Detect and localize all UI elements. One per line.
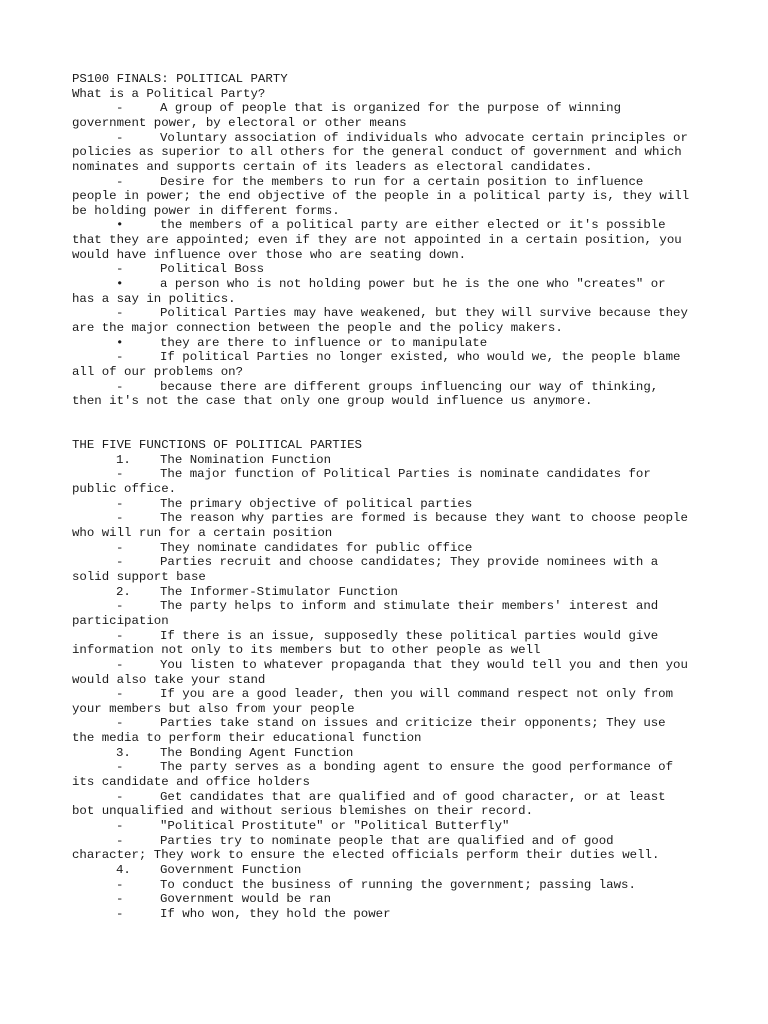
list-item [72, 101, 712, 130]
list-item-continuation: bot unqualified and without serious blemishes on their record. [72, 804, 534, 819]
list-item-text: If there is an issue, supposedly these political parties would give [160, 628, 659, 643]
document-title: PS100 FINALS: POLITICAL PARTY [72, 72, 288, 86]
list-item-continuation: would also take your stand [72, 672, 266, 687]
list-item [72, 497, 712, 512]
list-item-text: Parties recruit and choose candidates; They provide nominees with a [160, 555, 659, 570]
list-marker: • [116, 335, 124, 350]
list-item-continuation: who will run for a certain position [72, 526, 333, 541]
list-marker: - [116, 716, 124, 731]
political-party-definitions [72, 101, 712, 409]
list-marker: - [116, 892, 124, 907]
document-page [72, 72, 712, 922]
list-marker: - [116, 877, 124, 892]
list-marker: - [116, 599, 124, 614]
list-item [72, 658, 712, 687]
list-item-continuation: has a say in politics. [72, 291, 236, 306]
list-item-text: Parties try to nominate people that are qualified and of good [160, 833, 614, 848]
five-functions-list [72, 453, 712, 922]
list-marker: - [116, 467, 124, 482]
list-item-text: The primary objective of political parties [160, 496, 473, 511]
list-marker: - [116, 819, 124, 834]
list-item [72, 541, 712, 556]
list-item [72, 511, 712, 540]
list-item-text: Government Function [160, 862, 302, 877]
list-item [72, 350, 712, 379]
list-item-continuation: character; They work to ensure the elected officials perform their duties well. [72, 848, 660, 863]
list-item-text: "Political Prostitute" or "Political Butterfly" [160, 819, 510, 834]
list-marker: - [116, 555, 124, 570]
list-marker: - [116, 833, 124, 848]
list-item [72, 262, 712, 277]
list-item-text: If you are a good leader, then you will command respect not only from [160, 687, 674, 702]
list-marker: - [116, 760, 124, 775]
list-marker: - [116, 174, 124, 189]
list-item-text: The Bonding Agent Function [160, 745, 354, 760]
list-item-text: A group of people that is organized for the purpose of winning [160, 101, 622, 116]
list-item-continuation: all of our problems on? [72, 364, 244, 379]
list-item-text: Political Parties may have weakened, but they will survive because they [160, 306, 688, 321]
list-marker: - [116, 906, 124, 921]
list-item-text: They nominate candidates for public office [160, 540, 473, 555]
list-item-text: Political Boss [160, 262, 265, 277]
list-item [72, 380, 712, 409]
list-item [72, 306, 712, 335]
list-item-text: The reason why parties are formed is because they want to choose people [160, 511, 688, 526]
list-item [72, 599, 712, 628]
list-item [72, 907, 712, 922]
list-item-text: Desire for the members to run for a certain position to influence [160, 174, 644, 189]
list-item-text: You listen to whatever propaganda that they would tell you and then you [160, 657, 688, 672]
list-marker: - [116, 540, 124, 555]
list-item-text: The Nomination Function [160, 452, 332, 467]
list-marker: - [116, 496, 124, 511]
list-item-text: The party serves as a bonding agent to ensure the good performance of [160, 760, 674, 775]
list-marker: - [116, 130, 124, 145]
list-item [72, 687, 712, 716]
list-item-text: a person who is not holding power but he is the one who "creates" or [160, 277, 666, 292]
list-item [72, 746, 712, 761]
list-item-continuation: participation [72, 613, 169, 628]
list-marker: - [116, 511, 124, 526]
list-item [72, 892, 712, 907]
list-marker: - [116, 262, 124, 277]
list-item [72, 585, 712, 600]
list-item-continuation: your members but also from your people [72, 701, 355, 716]
list-item-continuation: that they are appointed; even if they are not appointed in a certain position, you would have influence over those who are seating down. [72, 233, 682, 262]
list-item-text: If who won, they hold the power [160, 906, 391, 921]
list-item [72, 834, 712, 863]
list-marker: 4. [116, 862, 131, 877]
list-marker: 1. [116, 452, 131, 467]
list-marker: 2. [116, 584, 131, 599]
list-item-text: To conduct the business of running the government; passing laws. [160, 877, 636, 892]
list-item-continuation: solid support base [72, 570, 206, 584]
list-item [72, 760, 712, 789]
list-item-continuation: then it's not the case that only one group would influence us anymore. [72, 394, 593, 409]
list-item [72, 629, 712, 658]
list-item-text: Get candidates that are qualified and of good character, or at least [160, 789, 666, 804]
list-item-text: The Informer-Stimulator Function [160, 584, 398, 599]
list-item-continuation: policies as superior to all others for the general conduct of government and which nominates and supports certain of its leaders as electoral candidates. [72, 145, 682, 174]
list-marker: 3. [116, 745, 131, 760]
list-marker: • [116, 218, 124, 233]
list-item-continuation: public office. [72, 482, 177, 497]
list-item [72, 555, 712, 584]
list-item [72, 175, 712, 219]
list-marker: - [116, 628, 124, 643]
list-item-text: Parties take stand on issues and criticize their opponents; They use [160, 716, 666, 731]
list-item-text: If political Parties no longer existed, who would we, the people blame [160, 350, 681, 365]
list-item [72, 863, 712, 878]
list-marker: • [116, 277, 124, 292]
list-item [72, 131, 712, 175]
list-item-continuation: are the major connection between the people and the policy makers. [72, 321, 563, 336]
list-marker: - [116, 350, 124, 365]
list-item-text: the members of a political party are either elected or it's possible [160, 218, 666, 233]
section-question: What is a Political Party? [72, 86, 266, 101]
list-item-continuation: the media to perform their educational function [72, 731, 422, 746]
list-item-text: The major function of Political Parties is nominate candidates for [160, 467, 651, 482]
list-item [72, 467, 712, 496]
list-item [72, 453, 712, 468]
list-marker: - [116, 657, 124, 672]
section-spacer [72, 409, 712, 438]
list-item-text: Voluntary association of individuals who advocate certain principles or [160, 130, 688, 145]
list-marker: - [116, 101, 124, 116]
list-marker: - [116, 687, 124, 702]
list-marker: - [116, 789, 124, 804]
list-item-text: they are there to influence or to manipulate [160, 335, 488, 350]
list-item [72, 218, 712, 262]
list-marker: - [116, 379, 124, 394]
list-item [72, 878, 712, 893]
list-item [72, 336, 712, 351]
list-item-text: because there are different groups influencing our way of thinking, [160, 379, 659, 394]
list-item [72, 716, 712, 745]
list-item-continuation: its candidate and office holders [72, 775, 310, 790]
list-item [72, 819, 712, 834]
list-item-text: Government would be ran [160, 892, 332, 907]
list-item-continuation: people in power; the end objective of the people in a political party is, they will be holding power in different forms. [72, 189, 690, 218]
list-item-continuation: government power, by electoral or other means [72, 115, 407, 130]
list-item-continuation: information not only to its members but to other people as well [72, 643, 541, 658]
list-item-text: The party helps to inform and stimulate their members' interest and [160, 599, 659, 614]
list-marker: - [116, 306, 124, 321]
list-item [72, 277, 712, 306]
section-heading: THE FIVE FUNCTIONS OF POLITICAL PARTIES [72, 438, 362, 453]
list-item [72, 790, 712, 819]
